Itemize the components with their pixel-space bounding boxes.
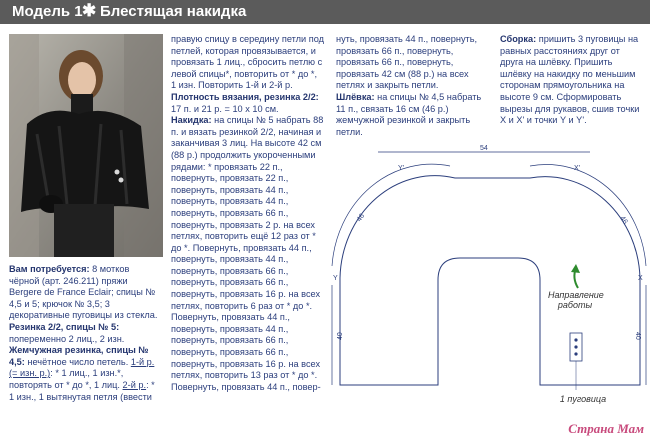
pearl-text-b: : * 1 лиц., 1 изн.*, повторять от * до *, 1 лиц. [9, 368, 124, 390]
materials-column [9, 264, 161, 403]
instructions-column-3 [336, 34, 488, 138]
point-x-top: X' [574, 165, 581, 172]
dim-right-side-label: 40 [634, 332, 641, 340]
assembly-heading: Сборка: [500, 34, 537, 44]
pearl-text-a: нечётное число петель. [27, 356, 129, 367]
button-3 [574, 352, 577, 355]
watermark: Страна Мам [568, 421, 644, 436]
page-header [0, 0, 650, 24]
page-title: Блестящая накидка [100, 3, 247, 20]
strap-heading: Шлёвка: [336, 91, 375, 102]
model-photo [9, 34, 163, 257]
pattern-outline [340, 176, 640, 385]
rib-text: попеременно 2 лиц., 2 изн. [9, 333, 125, 344]
point-y-side: Y [333, 275, 338, 282]
density-text: 17 п. и 21 р. = 10 х 10 см. [171, 103, 279, 114]
model-number: Модель 1 [12, 3, 83, 20]
pearl-text-c: : * 1 изн., 1 вытянутая петля (ввести [9, 379, 155, 402]
materials-text: 8 мотков чёрной (арт. 246.211) пряжи Bergere de France Eclair; спицы № 4,5 и 5; крючок № 3,5; 3 декоративные пуговицы из стекла. [9, 264, 158, 321]
model-photo-illustration [9, 34, 163, 257]
pearl-row1: 1-й р. (= изн. р.) [9, 356, 155, 379]
instructions-column-2 [171, 34, 324, 393]
pearl-row2: 2-й р. [122, 379, 147, 390]
density-heading: Плотность вязания, резинка 2/2: [171, 91, 319, 102]
direction-note: Направление работы [548, 290, 604, 310]
direction-arrowhead [571, 264, 580, 273]
star-icon: ✱ [82, 1, 97, 20]
point-y-top: Y' [398, 165, 405, 172]
button-1 [574, 338, 577, 341]
dim-right-arc [530, 165, 646, 266]
assembly-text: пришить 3 пуговицы на равных расстояниях друг от друга на шлёвку. Пришить шлёвку на накидку по меньшим сторонам прямоугольника на высоте 9 см. Сформировать вырезы для рукавов, сшив точки X и X' и точки Y и Y'. [500, 34, 640, 126]
pearl-heading: Жемчужная резинка, спицы № 4,5: [9, 345, 149, 367]
materials-heading: Вам потребуется: [9, 264, 90, 274]
dim-top-label: 54 [480, 145, 488, 152]
dim-left-arc [332, 164, 450, 266]
dim-right-arc-label: 46 [618, 215, 629, 226]
dim-left-side-label: 40 [337, 332, 344, 340]
instructions-column-4 [500, 34, 644, 127]
pearl-continuation: правую спицу в середину петли под петлей, которая провязывается, и провязать 1 лиц., сбросить петлю с левой спицы*, повторить от * до *, 1 изн. Повторить 1-й и 2-й р. [171, 34, 324, 91]
point-x-side: X [638, 275, 643, 282]
cape-text: на спицы № 5 набрать 88 п. и вязать резинкой 2/2, начиная и заканчивая 3 лиц. На высоте 42 см (88 р.) продолжить укороченными рядами: * провязать 22 п., повернуть, провязать 22 п., повернуть, провязать 44 п., повернуть, провязать 44 п., повернуть, провязать 66 п., повернуть, провязать 2 р. на всех петлях, повторить ещё 12 раз от * до *. Повернуть, провязать 44 п., повернуть, провязать 44 п., повернуть, провязать 66 п., повернуть, провязать 66 п., повернуть, провязать 16 р. на всех петлях, повторить 6 раз от * до *. Повернуть, провязать 44 п., повернуть, провязать 44 п., повернуть, провязать 66 п., повернуть, провязать 66 п., повернуть, провязать 16 р. на всех петлях, повторить 13 раз от * до *. Повернуть, провязать 44 п., повер- [171, 115, 324, 392]
rib-heading: Резинка 2/2, спицы № 5: [9, 321, 120, 332]
cape-continuation: нуть, провязать 44 п., повернуть, провязать 66 п., повернуть, провязать 66 п., повернуть, провязать 42 см (88 р.) на всех петлях и закрыть петли. [336, 34, 478, 91]
cape-heading: Накидка: [171, 115, 212, 126]
strap-text: на спицы № 4,5 набрать 11 п., связать 16 см (46 р.) жемчужной резинкой и закрыть петли. [336, 91, 482, 137]
button-2 [574, 345, 577, 348]
pattern-diagram [330, 140, 648, 412]
button-note: 1 пуговица [559, 394, 607, 404]
dim-left-arc-label: 46 [355, 212, 367, 224]
